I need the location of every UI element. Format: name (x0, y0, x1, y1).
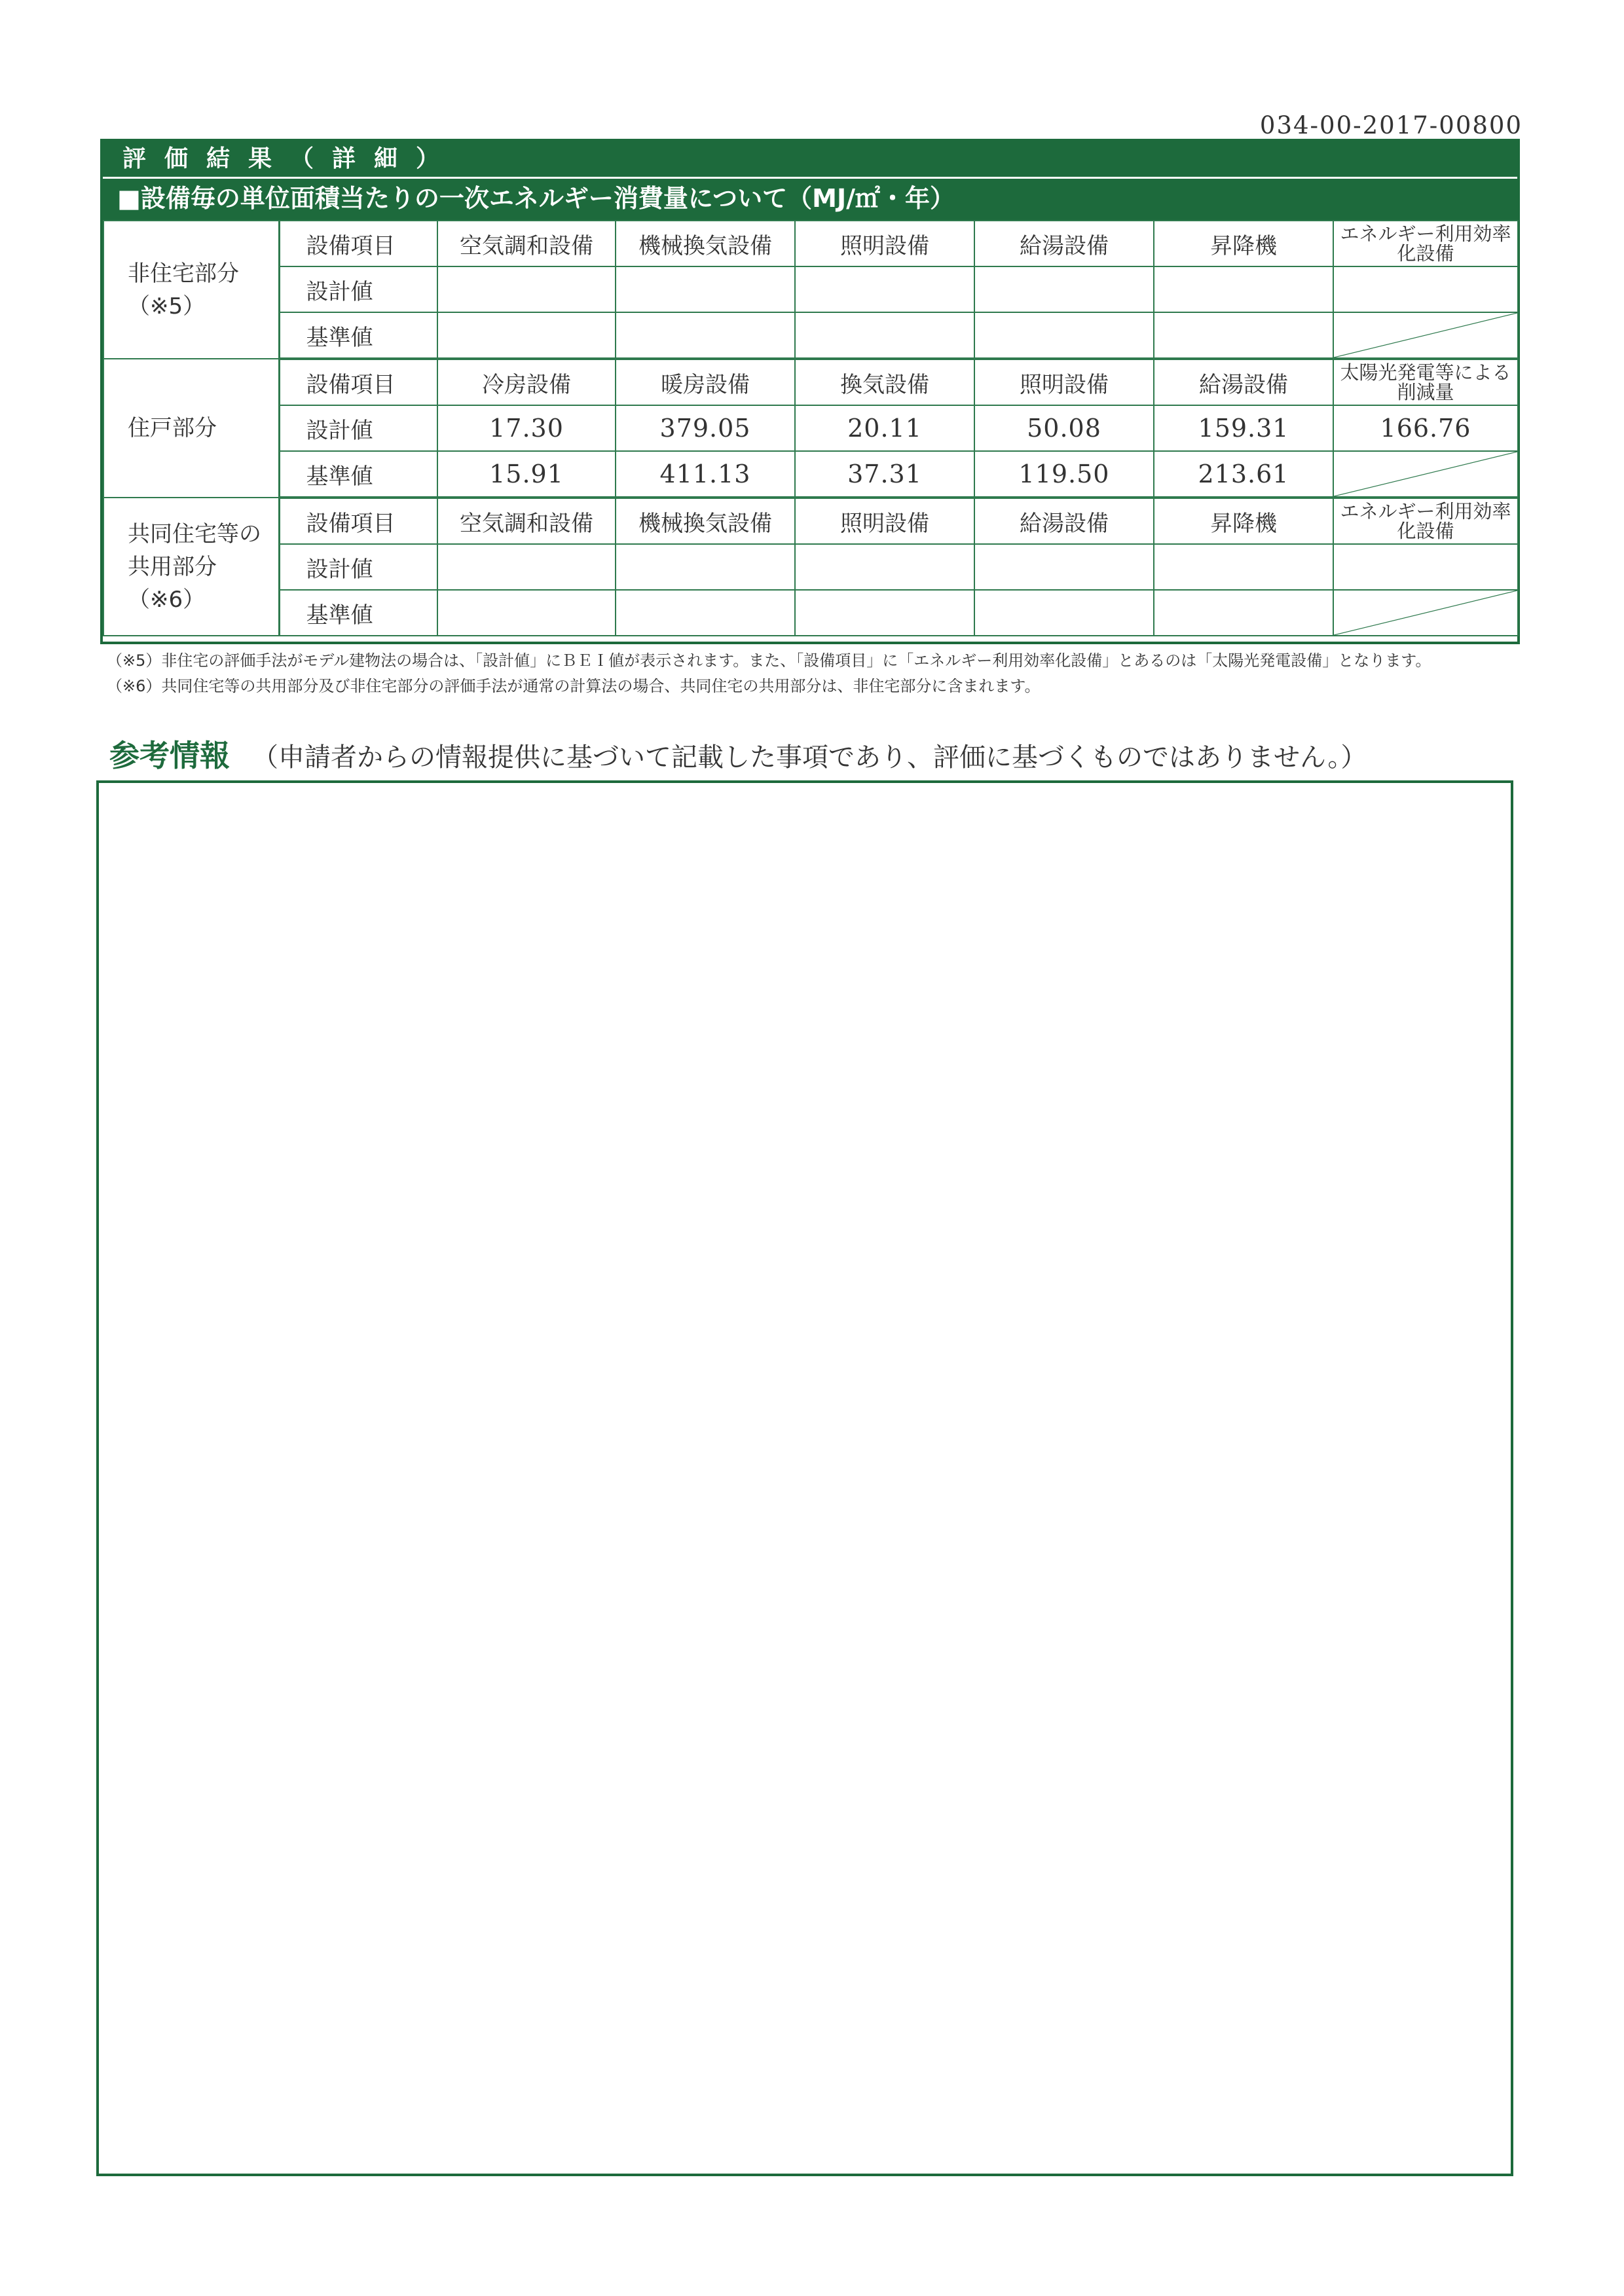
not-applicable-cell (1333, 312, 1518, 359)
design-value: 20.11 (795, 405, 974, 451)
design-value (974, 266, 1154, 312)
standard-value: 411.13 (616, 451, 795, 498)
standard-value: 213.61 (1154, 451, 1333, 498)
design-value (616, 544, 795, 590)
col-header: 給湯設備 (974, 498, 1154, 544)
reference-description: （申請者からの情報提供に基づいて記載した事項であり、評価に基づくものではありません。） (252, 742, 1367, 773)
row-label: 設備項目 (279, 221, 437, 266)
nonres-design-row (103, 266, 1518, 312)
row-label: 設備項目 (279, 498, 437, 544)
design-value (616, 266, 795, 312)
nonres-standard-row (103, 312, 1518, 359)
design-value (974, 544, 1154, 590)
col-header: エネルギー利用効率化設備 (1333, 498, 1518, 544)
standard-value (616, 590, 795, 636)
design-value: 159.31 (1154, 405, 1333, 451)
dwelling-section-label: 住戸部分 (103, 359, 279, 498)
common-item-row (103, 498, 1518, 544)
standard-value (795, 312, 974, 359)
col-header: 照明設備 (795, 498, 974, 544)
row-label: 設計値 (279, 405, 437, 451)
footnote-6: （※6）共同住宅等の共用部分及び非住宅部分の評価手法が通常の計算法の場合、共同住宅の共用部分は、非住宅部分に含まれます。 (107, 677, 1041, 695)
reference-box (96, 780, 1513, 2176)
standard-value (974, 590, 1154, 636)
col-header: 機械換気設備 (616, 221, 795, 266)
standard-value (795, 590, 974, 636)
common-standard-row (103, 590, 1518, 636)
col-header: 昇降機 (1154, 498, 1333, 544)
row-label: 設計値 (279, 266, 437, 312)
row-label: 設備項目 (279, 359, 437, 405)
standard-value: 15.91 (437, 451, 616, 498)
not-applicable-cell (1333, 590, 1518, 636)
common-section-label: 共同住宅等の共用部分（※6） (103, 498, 279, 636)
design-value (437, 544, 616, 590)
evaluation-result-box (100, 139, 1520, 644)
row-label: 設計値 (279, 544, 437, 590)
design-value: 379.05 (616, 405, 795, 451)
col-header: 機械換気設備 (616, 498, 795, 544)
nonres-section-label: 非住宅部分（※5） (103, 221, 279, 359)
document-number: 034-00-2017-00800 (1259, 111, 1522, 139)
col-header: 空気調和設備 (437, 221, 616, 266)
result-header: 評価結果（詳細） (103, 141, 1517, 179)
col-header: 冷房設備 (437, 359, 616, 405)
design-value (795, 266, 974, 312)
dwelling-item-row (103, 359, 1518, 405)
standard-value: 37.31 (795, 451, 974, 498)
reference-title: 参考情報 (109, 738, 230, 773)
design-value (1333, 266, 1518, 312)
col-header: 空気調和設備 (437, 498, 616, 544)
energy-table (103, 220, 1519, 636)
design-value: 166.76 (1333, 405, 1518, 451)
row-label: 基準値 (279, 451, 437, 498)
col-header: 給湯設備 (974, 221, 1154, 266)
col-header: 昇降機 (1154, 221, 1333, 266)
standard-value: 119.50 (974, 451, 1154, 498)
footnotes (107, 648, 1613, 699)
design-value (1154, 266, 1333, 312)
row-label: 基準値 (279, 312, 437, 359)
col-header: 太陽光発電等による削減量 (1333, 359, 1518, 405)
col-header: 給湯設備 (1154, 359, 1333, 405)
col-header: 換気設備 (795, 359, 974, 405)
col-header: エネルギー利用効率化設備 (1333, 221, 1518, 266)
result-subheader: ■設備毎の単位面積当たりの一次エネルギー消費量について（MJ/㎡・年） (103, 179, 1517, 220)
design-value (1154, 544, 1333, 590)
not-applicable-cell (1333, 451, 1518, 498)
standard-value (616, 312, 795, 359)
footnote-5: （※5）非住宅の評価手法がモデル建物法の場合は、「設計値」にＢＥＩ値が表示されます。また、「設備項目」に「エネルギー利用効率化設備」とあるのは「太陽光発電設備」となります。 (107, 651, 1431, 670)
standard-value (437, 312, 616, 359)
nonres-item-row (103, 221, 1518, 266)
row-label: 基準値 (279, 590, 437, 636)
design-value: 50.08 (974, 405, 1154, 451)
dwelling-design-row (103, 405, 1518, 451)
col-header: 照明設備 (795, 221, 974, 266)
standard-value (1154, 312, 1333, 359)
design-value (437, 266, 616, 312)
dwelling-standard-row (103, 451, 1518, 498)
standard-value (974, 312, 1154, 359)
standard-value (437, 590, 616, 636)
reference-heading (109, 732, 1367, 775)
standard-value (1154, 590, 1333, 636)
design-value (795, 544, 974, 590)
common-design-row (103, 544, 1518, 590)
col-header: 照明設備 (974, 359, 1154, 405)
col-header: 暖房設備 (616, 359, 795, 405)
design-value (1333, 544, 1518, 590)
design-value: 17.30 (437, 405, 616, 451)
